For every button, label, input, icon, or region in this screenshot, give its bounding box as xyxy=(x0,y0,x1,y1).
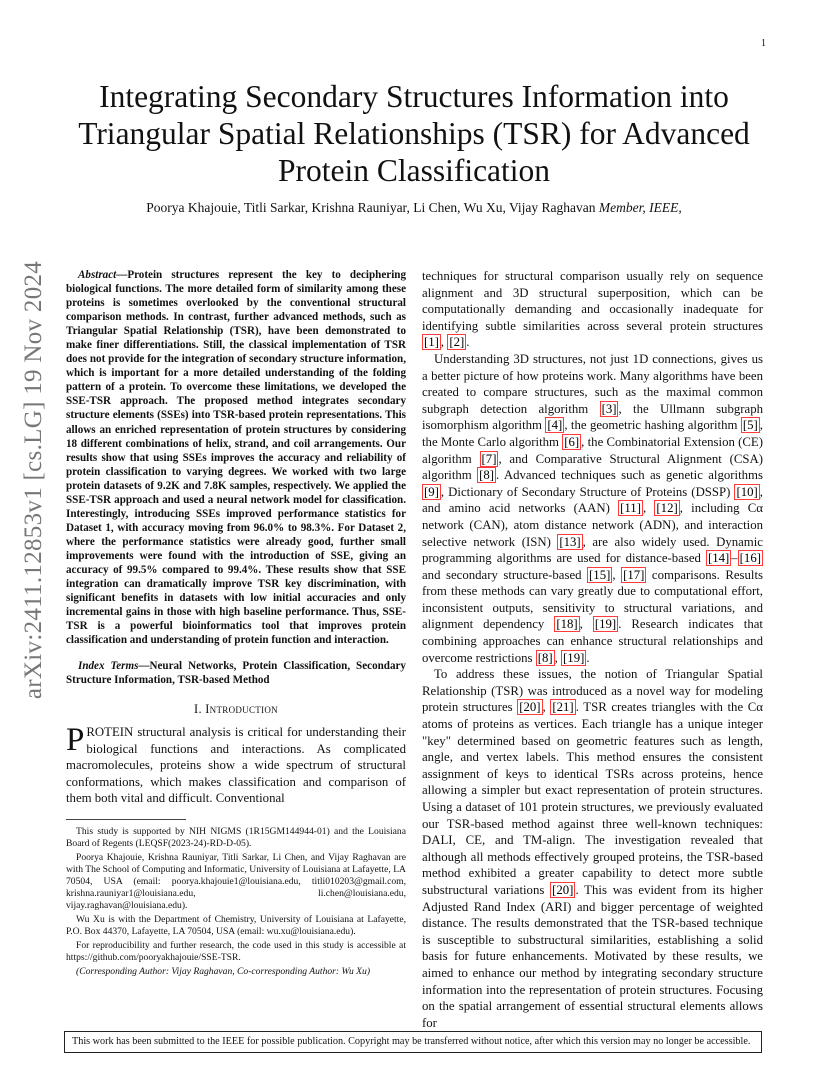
text-run: , and Comparative Structural Alignment (CSA) algorithm xyxy=(422,451,763,483)
text-run: . xyxy=(466,335,470,350)
citation-link[interactable]: [18] xyxy=(556,617,578,632)
text-run: . Research indicates that combining approaches can enhance structural relationships and overcome restrictions xyxy=(422,617,763,665)
section-title: Introduction xyxy=(205,702,278,717)
section-number: I. xyxy=(194,702,206,717)
citation-link[interactable]: [3] xyxy=(601,401,617,416)
text-run: , xyxy=(612,567,622,582)
citation-link[interactable]: [20] xyxy=(552,882,574,897)
text-run: and secondary structure-based xyxy=(422,567,588,582)
intro-lead-word: ROTEIN xyxy=(86,724,134,739)
footnote-corresponding: (Corresponding Author: Vijay Raghavan, Co-corresponding Author: Wu Xu) xyxy=(76,965,371,977)
text-run: . This was evident from its higher Adjusted Rand Index (ARI) and bigger percentage of weighted distance. The results demonstrated that the TSR-based technique is susceptible to substructural similarities, establishing a solid basis for future enhancements. Motivated by these results, we aimed to enhance our method by integrating secondary structure information into the representation of protein structures. Focusing on the spatial arrangement of essential structural elements allows for xyxy=(422,882,763,1030)
index-terms xyxy=(66,659,406,687)
text-run: , Dictionary of Secondary Structure of Proteins (DSSP) xyxy=(440,484,735,499)
citation-link[interactable]: [11] xyxy=(620,501,641,516)
citation-link[interactable]: [4] xyxy=(547,418,563,433)
citation-link[interactable]: [8] xyxy=(479,468,495,483)
citation-link[interactable]: [21] xyxy=(552,700,574,715)
text-run: , the Ullmann subgraph isomorphism algorithm xyxy=(422,401,763,433)
text-run: – xyxy=(731,551,738,566)
citation-link[interactable]: [9] xyxy=(424,484,439,499)
intro-paragraph xyxy=(66,721,406,807)
citation-link[interactable]: [1] xyxy=(424,335,439,350)
citation-link[interactable]: [19] xyxy=(563,650,585,665)
footnote-rule xyxy=(66,819,186,820)
paragraph-3 xyxy=(422,666,763,1031)
intro-text: structural analysis is critical for understanding their biological functions and interactions. As complicated macromolecules, proteins show a wide spectrum of structural conformations, which makes classification and comparison of them both vital and difficult. Conventional xyxy=(66,724,406,806)
citation-link[interactable]: [17] xyxy=(623,567,645,582)
text-run: . Advanced techniques such as genetic algorithms xyxy=(496,468,763,483)
text-run: , xyxy=(440,335,448,350)
footnote-affiliation-1: Poorya Khajouie, Krishna Rauniyar, Titli Sarkar, Li Chen, and Vijay Raghavan are with The School of Computing and Informatic, University of Louisiana at Lafayette, LA 70504, USA (email: poorya.khajouie1@louisiana.edu, titli010203@gmail.com, krishna.rauniyar1@louisiana.edu, li.chen@louisiana.edu, vijay.raghavan@louisiana.edu). xyxy=(66,851,406,911)
text-run: , xyxy=(542,700,551,715)
text-run: , xyxy=(642,501,655,516)
footnote-affiliation-2: Wu Xu is with the Department of Chemistry, University of Louisiana at Lafayette, P.O. Box 44370, Lafayette, LA 70504, USA (email: wu.xu@louisiana.edu). xyxy=(66,913,406,937)
paragraph-1 xyxy=(422,268,763,351)
text-run: , xyxy=(554,650,562,665)
footnote-reproducibility: For reproducibility and further research, the code used in this study is accessible at https://github.com/pooryakhajouie/SSE-TSR. xyxy=(66,939,406,963)
text-run: , and amino acid networks (AAN) xyxy=(422,484,763,516)
citation-link[interactable]: [13] xyxy=(559,534,581,549)
index-terms-label: Index Terms xyxy=(78,660,139,673)
arxiv-watermark xyxy=(16,240,52,720)
text-run: . TSR creates triangles with the Cα atoms of proteins as vertices. Each triangle has a unique integer "key" determined based on geometric features such as length, angle, and vertex labels. This method ensures the consistent assignment of keys to identical TSRs across proteins, hence allowing a simpler but exact representation of protein structures. Using a dataset of 101 protein structures, we previously evaluated our TSR-based method against three well-known techniques: DALI, CE, and TM-align. The investigation revealed that although all methods effectively grouped proteins, the TSR-based method exhibited a greater capability to detect more subtle substructural variations xyxy=(422,700,763,897)
abstract xyxy=(66,268,406,647)
text-run: To address these issues, the notion of Triangular Spatial Relationship (TSR) was introduced as a novel way for modeling protein structures xyxy=(422,667,763,715)
page-number: 1 xyxy=(761,38,766,49)
text-run: , including Cα network (CAN), atom distance network (ADN), and interaction selective network (ISN) xyxy=(422,501,763,549)
text-run: , the Monte Carlo algorithm xyxy=(422,418,763,449)
text-run: techniques for structural comparison usually rely on sequence alignment and 3D structural superposition, which can be computationally demanding and occasionally inadequate for identifying subtle similarities across several protein structures xyxy=(422,269,763,333)
citation-link[interactable]: [16] xyxy=(739,551,761,566)
text-run: , the geometric hashing algorithm xyxy=(564,418,741,433)
right-column xyxy=(422,268,763,1031)
footnotes xyxy=(66,826,406,978)
text-run: . xyxy=(586,650,590,665)
citation-link[interactable]: [15] xyxy=(589,567,611,582)
paper-title: Integrating Secondary Structures Information into Triangular Spatial Relationships (TSR) for Advanced Protein Classification xyxy=(78,79,750,188)
index-terms-text: —Neural Networks, Protein Classification, Secondary Structure Information, TSR-based Method xyxy=(66,660,406,687)
citation-link[interactable]: [8] xyxy=(537,650,553,665)
author-list: Poorya Khajouie, Titli Sarkar, Krishna Rauniyar, Li Chen, Wu Xu, Vijay Raghavan xyxy=(146,200,596,215)
citation-link[interactable]: [10] xyxy=(736,484,758,499)
text-run: , xyxy=(579,617,593,632)
citation-link[interactable]: [5] xyxy=(742,418,758,433)
submission-notice: This work has been submitted to the IEEE for possible publication. Copyright may be transferred without notice, after which this version may no longer be accessible. xyxy=(64,1031,762,1053)
drop-cap: P xyxy=(66,721,85,758)
left-column xyxy=(66,268,406,980)
arxiv-id[interactable]: arXiv:2411.12853v1 [cs.LG] 19 Nov 2024 xyxy=(20,260,47,700)
footnote-support: This study is supported by NIH NIGMS (1R15GM144944-01) and the Louisiana Board of Regents (LEQSF(2023-24)-RD-D-05). xyxy=(66,825,406,849)
citation-link[interactable]: [6] xyxy=(564,434,580,449)
text-run: comparisons. Results from these methods can vary greatly due to computational effort, inconsistent outputs, sensitivity to structural variations, and alignment dependency xyxy=(422,567,764,632)
citation-link[interactable]: [12] xyxy=(656,501,678,516)
abstract-label: Abstract xyxy=(78,269,117,281)
member-note: Member, IEEE, xyxy=(598,200,682,215)
section-heading xyxy=(66,701,406,718)
paragraph-2 xyxy=(422,351,763,666)
abstract-text: —Protein structures represent the key to deciphering biological functions. The more detailed form of similarity among these proteins is sometimes overlooked by the conventional structural comparison methods. In contrast, further advanced methods, such as Triangular Spatial Relationship (TSR), have been demonstrated to make finer differentiations. Still, the classical implementation of TSR does not provide for the integration of secondary structure information, which is important for a more detailed understanding of the folding pattern of a protein. To overcome these limitations, we developed the SSE-TSR approach. The proposed method integrates secondary structure elements (SSEs) into TSR-based protein representations. This allows an enriched representation of protein structures by considering 18 different combinations of helix, strand, and coil arrangements. Our results show that using SSEs improves the accuracy and reliability of protein classification to varying degrees. We worked with two large protein datasets of 9.2K and 7.8K samples, respectively. We applied the SSE-TSR approach and used a neural network model for classification. Interestingly, introducing SSEs improved performance statistics for Dataset 1, with accuracy moving from 96.0% to 98.3%. For Dataset 2, where the performance statistics were already good, further small improvements were found with the introduction of SSE, giving an accuracy of 99.5% compared to 99.4%. These results show that SSE integration can dramatically improve TSR key discrimination, with significant benefits in datasets with low initial accuracies and only incremental gains in those with high baseline performance. Thus, SSE-TSR is a powerful bioinformatics tool that improves protein classification and understanding of protein function and interaction. xyxy=(66,269,406,647)
citation-link[interactable]: [19] xyxy=(594,617,617,632)
text-run: Understanding 3D structures, not just 1D connections, gives us a better picture of how proteins work. Many algorithms have been created to compare structures, such as the maximal common subgraph detection algorithm xyxy=(422,351,763,416)
citation-link[interactable]: [14] xyxy=(707,551,730,566)
citation-link[interactable]: [20] xyxy=(519,700,541,715)
citation-link[interactable]: [7] xyxy=(481,451,497,466)
text-run: , the Combinatorial Extension (CE) algorithm xyxy=(422,434,763,466)
citation-link[interactable]: [2] xyxy=(449,335,465,350)
text-run: , are also widely used. Dynamic programming algorithms are used for distance-based xyxy=(422,534,763,566)
author-line xyxy=(60,200,768,216)
